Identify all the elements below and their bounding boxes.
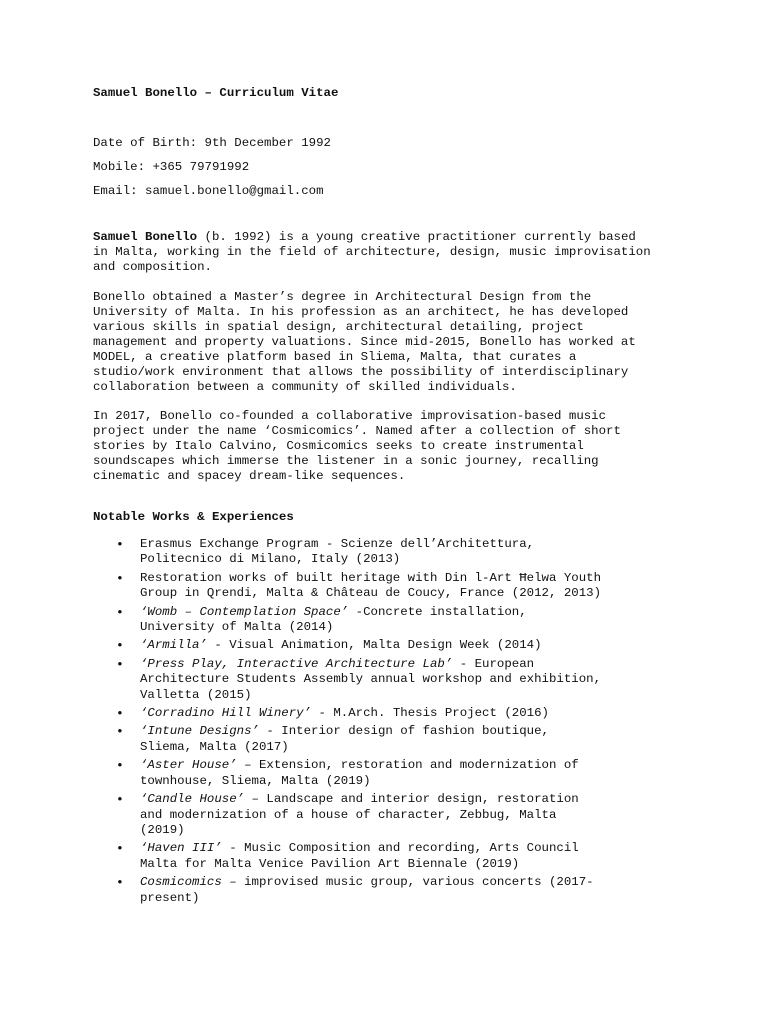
work-item — [93, 758, 693, 789]
bullet-icon: • — [116, 758, 124, 774]
work-item — [93, 841, 693, 872]
bio-paragraph-3: In 2017, Bonello co-founded a collaborative improvisation-based music project under the name ‘Cosmicomics’. Named after a collection of short stories by Italo Calvino, Cosmicomics seeks to create instrumental soundscapes which immerse the listener in a sonic journey, recalling cinematic and spacey dream-like sequences. — [93, 409, 621, 483]
bio-paragraph-1 — [93, 230, 693, 275]
bullet-icon: • — [116, 875, 124, 891]
work-description: Restoration works of built heritage with Din l-Art Ħelwa Youth Group in Qrendi, Malta & Château de Coucy, France (2012, 2013) — [140, 570, 602, 601]
work-description: – Extension, restoration and modernization of townhouse, Sliema, Malta (2019) — [140, 758, 579, 788]
bullet-icon: • — [116, 537, 124, 552]
work-item — [93, 792, 693, 838]
bio-paragraph-2: Bonello obtained a Master’s degree in Architectural Design from the University of Malta. In his profession as an architect, he has developed various skills in spatial design, architectural detailing, project management and property valuations. Since mid-2015, Bonello has worked at MODEL, a creative platform based in Sliema, Malta, that curates a studio/work environment that allows the possibility of interdisciplinary collaboration between a community of skilled individuals. — [93, 290, 636, 394]
bio-intro-text: (b. 1992) is a young creative practitioner currently based in Malta, working in the field of architecture, design, music improvisation and composition. — [93, 230, 651, 274]
document-title: Samuel Bonello – Curriculum Vitae — [93, 86, 339, 100]
work-description: – improvised music group, various concerts (2017- present) — [140, 875, 594, 905]
work-description: - Interior design of fashion boutique, Sliema, Malta (2017) — [140, 724, 549, 754]
work-item — [93, 657, 693, 703]
bullet-icon: • — [116, 841, 124, 857]
mobile-number: Mobile: +365 79791992 — [93, 160, 250, 174]
work-title: ‘Womb – Contemplation Space’ — [140, 604, 349, 619]
work-title: ‘Aster House’ — [140, 758, 237, 773]
bullet-icon: • — [116, 724, 124, 740]
work-description: - Music Composition and recording, Arts Council Malta for Malta Venice Pavilion Art Biennale (2019) — [140, 841, 579, 871]
bullet-icon: • — [116, 792, 124, 808]
work-title: ‘Press Play, Interactive Architecture Lab’ — [140, 656, 453, 671]
work-title: ‘Candle House’ — [140, 792, 245, 807]
work-description: - M.Arch. Thesis Project (2016) — [311, 706, 549, 721]
work-item — [93, 706, 693, 721]
bullet-icon: • — [116, 638, 124, 654]
work-item — [93, 638, 693, 653]
bullet-icon: • — [116, 604, 124, 620]
work-item — [93, 537, 693, 568]
work-item — [93, 875, 693, 906]
works-heading: Notable Works & Experiences — [93, 510, 294, 524]
bullet-icon: • — [116, 656, 124, 672]
work-description: Erasmus Exchange Program - Scienze dell’Architettura, Politecnico di Milano, Italy (2013) — [140, 537, 535, 567]
works-list — [93, 537, 693, 909]
work-item — [93, 724, 693, 755]
work-description: – Landscape and interior design, restoration and modernization of a house of character, Zebbug, Malta (2019) — [140, 792, 579, 837]
work-title: Cosmicomics — [140, 875, 222, 890]
work-description: - Visual Animation, Malta Design Week (2014) — [206, 638, 542, 653]
work-description: - European Architecture Students Assembly annual workshop and exhibition, Valletta (2015) — [140, 656, 602, 702]
work-title: ‘Corradino Hill Winery’ — [140, 706, 312, 721]
bio-name: Samuel Bonello — [93, 230, 198, 244]
email-address: Email: samuel.bonello@gmail.com — [93, 184, 324, 198]
work-title: ‘Intune Designs’ — [140, 724, 259, 739]
bullet-icon: • — [116, 706, 124, 722]
bullet-icon: • — [116, 570, 124, 586]
work-item — [93, 571, 693, 602]
contact-details — [93, 135, 331, 207]
work-title: ‘Armilla’ — [140, 638, 207, 653]
work-description: -Concrete installation, University of Malta (2014) — [140, 604, 527, 635]
work-title: ‘Haven III’ — [140, 841, 222, 856]
date-of-birth: Date of Birth: 9th December 1992 — [93, 136, 331, 150]
work-item — [93, 605, 693, 636]
